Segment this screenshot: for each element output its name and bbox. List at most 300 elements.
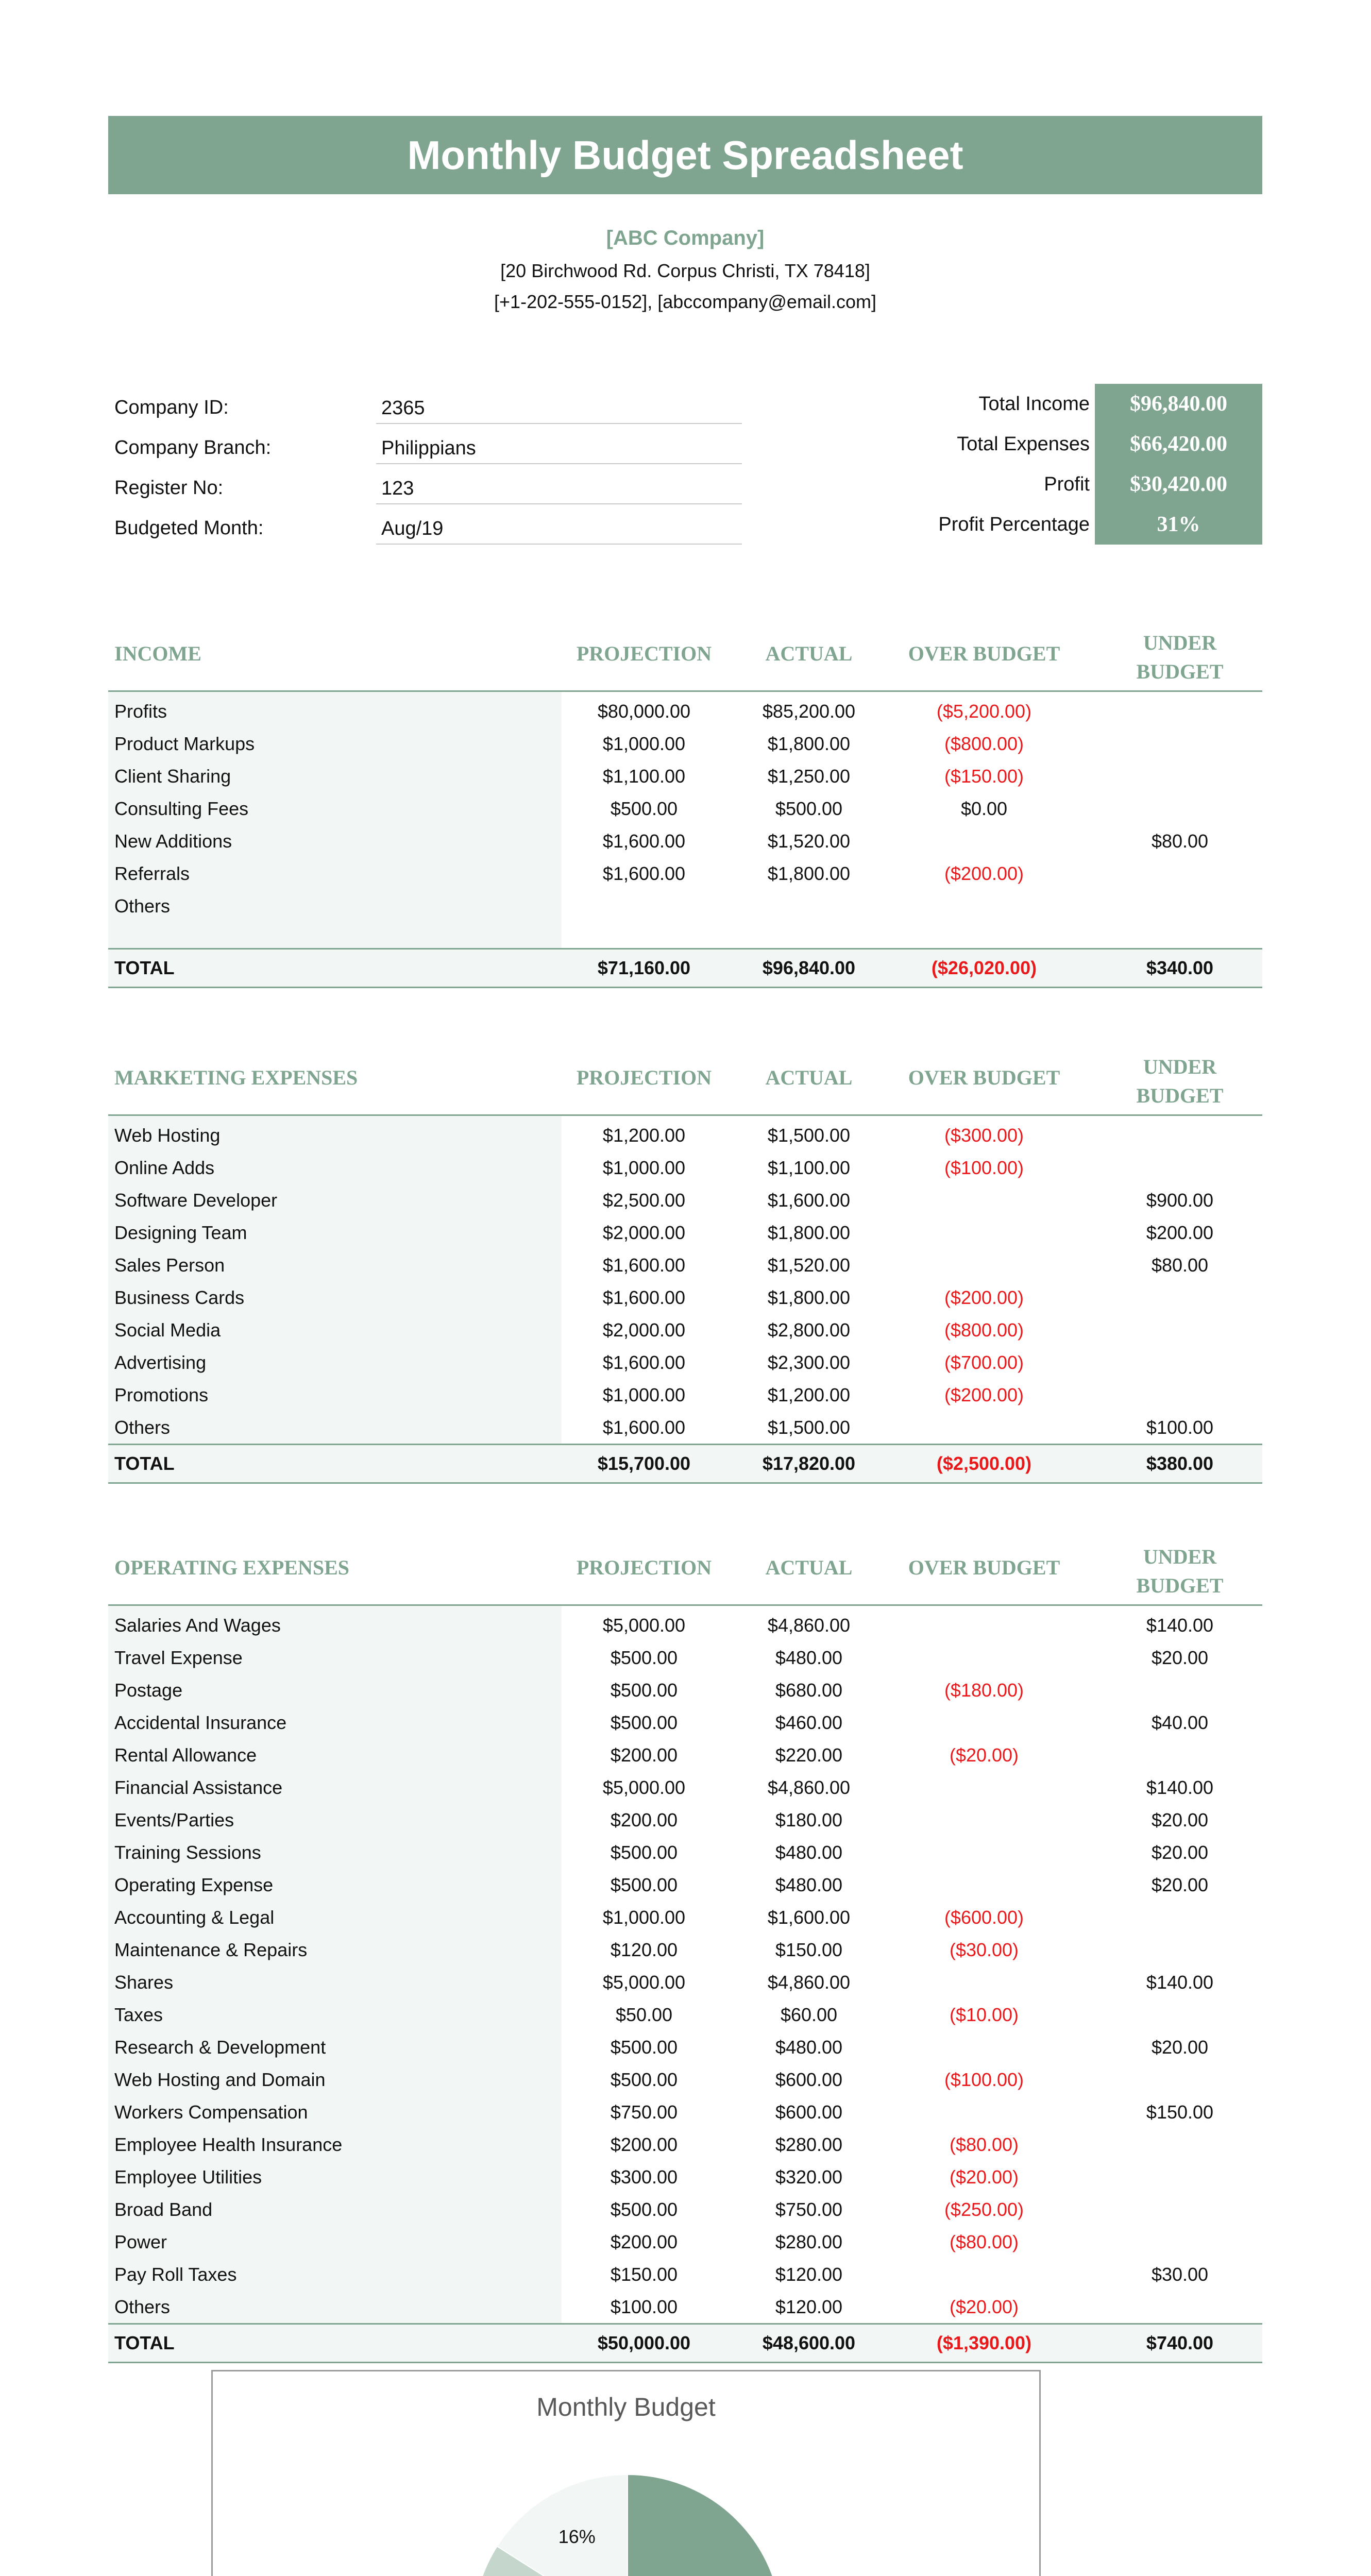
row-label: Rental Allowance: [114, 1744, 257, 1766]
table-row: [108, 1184, 1262, 1216]
company-contact: [+1-202-555-0152], [abccompany@email.com]: [494, 291, 876, 312]
table-row: [108, 1674, 1262, 1706]
pie-label-2: 16%: [558, 2526, 596, 2548]
info-row-register-no: [108, 464, 742, 504]
total-projection: $71,160.00: [597, 957, 691, 978]
over-budget-cell: ($80.00): [949, 2134, 1019, 2155]
column-header-actual: ACTUAL: [765, 1066, 853, 1089]
section-heading: OPERATING EXPENSES: [114, 1556, 350, 1579]
total-over-budget: ($2,500.00): [936, 1453, 1032, 1474]
projection-cell[interactable]: $500.00: [610, 2037, 678, 2058]
row-label: Workers Compensation: [114, 2102, 308, 2123]
projection-cell[interactable]: $80,000.00: [597, 701, 691, 722]
column-header-under-budget: [1097, 1053, 1262, 1110]
row-label: Employee Health Insurance: [114, 2134, 343, 2155]
section-header: [108, 1532, 1262, 1606]
projection-cell[interactable]: $500.00: [610, 1712, 678, 1733]
table-row: [108, 695, 1262, 727]
actual-cell[interactable]: $1,800.00: [767, 733, 851, 754]
row-label: Power: [114, 2231, 167, 2252]
projection-cell[interactable]: $150.00: [610, 2264, 678, 2285]
table-row: [108, 890, 1262, 922]
profit-value: $30,420.00: [1095, 464, 1262, 505]
column-header-projection: PROJECTION: [576, 1556, 712, 1579]
over-budget-cell: [891, 1249, 1077, 1281]
under-budget-cell: $100.00: [1146, 1417, 1214, 1438]
table-row: [108, 1804, 1262, 1836]
projection-cell[interactable]: $200.00: [610, 2231, 678, 2252]
info-row-company-id: [108, 384, 742, 424]
projection-cell[interactable]: $500.00: [610, 798, 678, 819]
actual-cell[interactable]: $680.00: [775, 1680, 843, 1701]
actual-cell[interactable]: $2,800.00: [767, 1319, 851, 1341]
projection-cell[interactable]: $2,000.00: [602, 1319, 686, 1341]
actual-cell[interactable]: $180.00: [775, 1809, 843, 1831]
row-label: Training Sessions: [114, 1842, 261, 1863]
actual-cell[interactable]: $1,100.00: [767, 1157, 851, 1178]
summary-label: Total Expenses: [957, 433, 1090, 455]
over-budget-cell: ($5,200.00): [936, 701, 1032, 722]
column-header-under-budget: [1097, 1543, 1262, 1600]
actual-cell[interactable]: $120.00: [775, 2296, 843, 2317]
under-budget-cell: $20.00: [1151, 2037, 1209, 2058]
actual-cell[interactable]: $60.00: [780, 2004, 838, 2025]
projection-cell[interactable]: [562, 890, 726, 922]
projection-cell[interactable]: $5,000.00: [602, 1972, 686, 1993]
row-label: Accounting & Legal: [114, 1907, 275, 1928]
projection-cell[interactable]: $5,000.00: [602, 1615, 686, 1636]
row-label: Web Hosting: [114, 1125, 221, 1146]
under-budget-cell: [1097, 2063, 1262, 2096]
section-header: [108, 1042, 1262, 1116]
actual-cell[interactable]: $480.00: [775, 1647, 843, 1668]
column-header-actual: ACTUAL: [765, 1556, 853, 1579]
over-budget-cell: ($20.00): [949, 2166, 1019, 2188]
projection-cell[interactable]: $1,600.00: [602, 1255, 686, 1276]
projection-cell[interactable]: $5,000.00: [602, 1777, 686, 1798]
under-budget-cell: [1097, 1739, 1262, 1771]
over-budget-cell: [891, 1411, 1077, 1444]
under-budget-cell: [1097, 1346, 1262, 1379]
row-label: Designing Team: [114, 1222, 247, 1243]
actual-cell[interactable]: $1,600.00: [767, 1190, 851, 1211]
row-label: Broad Band: [114, 2199, 213, 2220]
row-label: Software Developer: [114, 1190, 278, 1211]
projection-cell[interactable]: $1,600.00: [602, 1287, 686, 1308]
section-heading: INCOME: [114, 642, 201, 665]
chart-title: Monthly Budget: [536, 2393, 716, 2421]
actual-cell[interactable]: $1,800.00: [767, 1222, 851, 1243]
projection-cell[interactable]: $1,600.00: [602, 831, 686, 852]
total-income-value: $96,840.00: [1095, 384, 1262, 425]
total-projection: $50,000.00: [597, 2332, 691, 2353]
projection-cell[interactable]: $1,600.00: [602, 1417, 686, 1438]
info-label: Company Branch:: [114, 437, 272, 459]
pie-chart: [213, 2371, 1039, 2576]
table-row: [108, 1706, 1262, 1739]
total-actual: $96,840.00: [762, 957, 856, 978]
under-budget-cell: $80.00: [1151, 1255, 1209, 1276]
row-label: Others: [114, 2296, 171, 2317]
total-row: [108, 1444, 1262, 1484]
summary-label: Profit: [1044, 473, 1090, 495]
table-row: [108, 1249, 1262, 1281]
over-budget-cell: [891, 1836, 1077, 1869]
company-id-field[interactable]: 2365: [376, 392, 742, 424]
under-budget-cell: [1097, 695, 1262, 727]
row-label: Financial Assistance: [114, 1777, 283, 1798]
row-label: Profits: [114, 701, 167, 722]
table-row: [108, 1901, 1262, 1934]
row-label: Others: [114, 895, 171, 917]
over-budget-cell: [891, 825, 1077, 857]
under-budget-cell: [1097, 2161, 1262, 2193]
row-label: Advertising: [114, 1352, 207, 1373]
table-row: [108, 1346, 1262, 1379]
actual-cell[interactable]: $500.00: [775, 798, 843, 819]
over-budget-cell: ($30.00): [949, 1939, 1019, 1960]
row-label: Referrals: [114, 863, 190, 884]
actual-cell[interactable]: $600.00: [775, 2102, 843, 2123]
column-header-under-budget: [1097, 629, 1262, 686]
actual-cell[interactable]: $1,520.00: [767, 831, 851, 852]
over-budget-cell: ($700.00): [944, 1352, 1024, 1373]
over-budget-cell: [891, 1869, 1077, 1901]
table-row: [108, 1379, 1262, 1411]
column-header-projection: PROJECTION: [576, 642, 712, 665]
under-budget-line2: BUDGET: [1136, 660, 1224, 683]
under-budget-cell: [1097, 1998, 1262, 2031]
under-budget-cell: [1097, 760, 1262, 792]
under-budget-cell: [1097, 792, 1262, 825]
info-row-company-branch: [108, 424, 742, 464]
total-under-budget: $340.00: [1146, 957, 1214, 978]
total-row: [108, 948, 1262, 988]
over-budget-cell: ($800.00): [944, 1319, 1024, 1341]
actual-cell[interactable]: $480.00: [775, 2037, 843, 2058]
actual-cell[interactable]: $1,250.00: [767, 766, 851, 787]
projection-cell[interactable]: $100.00: [610, 2296, 678, 2317]
under-budget-cell: $150.00: [1146, 2102, 1214, 2123]
over-budget-cell: ($200.00): [944, 863, 1024, 884]
under-budget-cell: [1097, 1934, 1262, 1966]
total-label: TOTAL: [114, 957, 175, 978]
row-label: Pay Roll Taxes: [114, 2264, 237, 2285]
under-budget-cell: $140.00: [1146, 1972, 1214, 1993]
column-header-projection: PROJECTION: [576, 1066, 712, 1089]
actual-cell[interactable]: $1,500.00: [767, 1125, 851, 1146]
projection-cell[interactable]: $500.00: [610, 1842, 678, 1863]
under-budget-cell: $30.00: [1151, 2264, 1209, 2285]
under-budget-cell: [1097, 2291, 1262, 2323]
table-row: [108, 2128, 1262, 2161]
over-budget-cell: ($200.00): [944, 1287, 1024, 1308]
column-header-over-budget: OVER BUDGET: [908, 642, 1060, 665]
summary-label: Total Income: [978, 393, 1090, 415]
over-budget-cell: $0.00: [960, 798, 1008, 819]
page-title: Monthly Budget Spreadsheet: [407, 132, 963, 178]
info-label: Register No:: [114, 477, 224, 499]
table-row: [108, 2161, 1262, 2193]
projection-cell[interactable]: $1,000.00: [602, 1384, 686, 1405]
table-row: [108, 1609, 1262, 1641]
table-row: [108, 1216, 1262, 1249]
projection-cell[interactable]: $2,000.00: [602, 1222, 686, 1243]
over-budget-cell: [891, 890, 1077, 922]
table-row: [108, 1934, 1262, 1966]
actual-cell[interactable]: $480.00: [775, 1874, 843, 1895]
over-budget-cell: [891, 1804, 1077, 1836]
actual-cell[interactable]: $280.00: [775, 2134, 843, 2155]
table-row: [108, 1314, 1262, 1346]
table-row: [108, 760, 1262, 792]
table-row: [108, 1836, 1262, 1869]
over-budget-cell: [891, 1706, 1077, 1739]
total-actual: $17,820.00: [762, 1453, 856, 1474]
under-budget-cell: [1097, 1379, 1262, 1411]
projection-cell[interactable]: $500.00: [610, 1647, 678, 1668]
row-label: New Additions: [114, 831, 232, 852]
actual-cell[interactable]: $460.00: [775, 1712, 843, 1733]
actual-cell[interactable]: $1,200.00: [767, 1384, 851, 1405]
row-label: Shares: [114, 1972, 174, 1993]
row-label: Sales Person: [114, 1255, 225, 1276]
under-budget-cell: $20.00: [1151, 1809, 1209, 1831]
projection-cell[interactable]: $1,600.00: [602, 863, 686, 884]
projection-cell[interactable]: $200.00: [610, 2134, 678, 2155]
over-budget-cell: [891, 2031, 1077, 2063]
under-budget-cell: $140.00: [1146, 1615, 1214, 1636]
row-label: Business Cards: [114, 1287, 245, 1308]
row-label: Operating Expense: [114, 1874, 274, 1895]
under-budget-line1: UNDER: [1143, 631, 1217, 654]
projection-cell[interactable]: $1,000.00: [602, 733, 686, 754]
under-budget-cell: [1097, 1314, 1262, 1346]
under-budget-cell: [1097, 890, 1262, 922]
under-budget-line1: UNDER: [1143, 1055, 1217, 1078]
table-row: [108, 1119, 1262, 1151]
table-row: [108, 2193, 1262, 2226]
row-label: Maintenance & Repairs: [114, 1939, 308, 1960]
summary-profit-percentage: [778, 504, 1262, 545]
actual-cell[interactable]: $1,600.00: [767, 1907, 851, 1928]
table-row: [108, 1966, 1262, 1998]
actual-cell[interactable]: $220.00: [775, 1744, 843, 1766]
actual-cell[interactable]: $150.00: [775, 1939, 843, 1960]
over-budget-cell: ($20.00): [949, 2296, 1019, 2317]
over-budget-cell: [891, 1771, 1077, 1804]
column-header-actual: ACTUAL: [765, 642, 853, 665]
title-bar: [108, 116, 1262, 194]
row-label: Accidental Insurance: [114, 1712, 287, 1733]
actual-cell[interactable]: $120.00: [775, 2264, 843, 2285]
register-no-field[interactable]: 123: [376, 472, 742, 504]
total-label: TOTAL: [114, 1453, 175, 1474]
column-header-over-budget: OVER BUDGET: [908, 1066, 1060, 1089]
row-label: Others: [114, 1417, 171, 1438]
row-label: Client Sharing: [114, 766, 231, 787]
over-budget-cell: ($80.00): [949, 2231, 1019, 2252]
summary-total-income: [778, 384, 1262, 424]
projection-cell[interactable]: $1,000.00: [602, 1157, 686, 1178]
section-header: [108, 618, 1262, 692]
table-row: [108, 2096, 1262, 2128]
over-budget-cell: ($10.00): [949, 2004, 1019, 2025]
projection-cell[interactable]: $500.00: [610, 1874, 678, 1895]
actual-cell[interactable]: $750.00: [775, 2199, 843, 2220]
company-name: [ABC Company]: [606, 227, 765, 249]
under-budget-cell: $40.00: [1151, 1712, 1209, 1733]
under-budget-cell: [1097, 1901, 1262, 1934]
over-budget-cell: [891, 2096, 1077, 2128]
actual-cell[interactable]: $1,500.00: [767, 1417, 851, 1438]
profit-percentage-value: 31%: [1095, 504, 1262, 545]
actual-cell[interactable]: $320.00: [775, 2166, 843, 2188]
under-budget-cell: [1097, 1119, 1262, 1151]
column-header-over-budget: OVER BUDGET: [908, 1556, 1060, 1579]
over-budget-cell: [891, 1641, 1077, 1674]
company-address: [20 Birchwood Rd. Corpus Christi, TX 78418]: [500, 260, 870, 281]
actual-cell[interactable]: $600.00: [775, 2069, 843, 2090]
over-budget-cell: ($100.00): [944, 2069, 1024, 2090]
table-row: [108, 1771, 1262, 1804]
actual-cell[interactable]: $85,200.00: [762, 701, 856, 722]
projection-cell[interactable]: $1,600.00: [602, 1352, 686, 1373]
actual-cell[interactable]: $1,800.00: [767, 863, 851, 884]
total-over-budget: ($1,390.00): [936, 2332, 1032, 2353]
under-budget-cell: $200.00: [1146, 1222, 1214, 1243]
projection-cell[interactable]: $1,100.00: [602, 766, 686, 787]
under-budget-cell: [1097, 2128, 1262, 2161]
over-budget-cell: [891, 2258, 1077, 2291]
over-budget-cell: ($150.00): [944, 766, 1024, 787]
row-label: Salaries And Wages: [114, 1615, 281, 1636]
table-row: [108, 1411, 1262, 1444]
under-budget-cell: [1097, 2193, 1262, 2226]
info-row-budgeted-month: [108, 504, 742, 545]
under-budget-cell: [1097, 2226, 1262, 2258]
table-row: [108, 1869, 1262, 1901]
row-label: Product Markups: [114, 733, 255, 754]
row-label: Travel Expense: [114, 1647, 243, 1668]
table-row: [108, 2258, 1262, 2291]
over-budget-cell: [891, 1184, 1077, 1216]
row-label: Promotions: [114, 1384, 209, 1405]
projection-cell[interactable]: $500.00: [610, 2199, 678, 2220]
total-under-budget: $380.00: [1146, 1453, 1214, 1474]
total-actual: $48,600.00: [762, 2332, 856, 2353]
monthly-budget-chart: [211, 2370, 1041, 2576]
under-budget-line1: UNDER: [1143, 1545, 1217, 1568]
table-row: [108, 727, 1262, 760]
info-label: Budgeted Month:: [114, 517, 264, 539]
actual-cell[interactable]: $280.00: [775, 2231, 843, 2252]
over-budget-cell: [891, 1216, 1077, 1249]
table-row: [108, 1739, 1262, 1771]
over-budget-cell: ($200.00): [944, 1384, 1024, 1405]
over-budget-cell: ($250.00): [944, 2199, 1024, 2220]
table-row: [108, 792, 1262, 825]
row-label: Web Hosting and Domain: [114, 2069, 326, 2090]
table-row: [108, 1641, 1262, 1674]
total-expenses-value: $66,420.00: [1095, 424, 1262, 465]
row-label: Events/Parties: [114, 1809, 234, 1831]
under-budget-cell: [1097, 1151, 1262, 1184]
over-budget-cell: ($600.00): [944, 1907, 1024, 1928]
table-row: [108, 2291, 1262, 2323]
total-projection: $15,700.00: [597, 1453, 691, 1474]
actual-cell[interactable]: $2,300.00: [767, 1352, 851, 1373]
actual-cell[interactable]: $480.00: [775, 1842, 843, 1863]
table-row: [108, 2063, 1262, 2096]
over-budget-cell: ($20.00): [949, 1744, 1019, 1766]
row-label: Employee Utilities: [114, 2166, 262, 2188]
actual-cell[interactable]: [726, 890, 891, 922]
actual-cell[interactable]: $1,800.00: [767, 1287, 851, 1308]
table-row: [108, 2226, 1262, 2258]
total-under-budget: $740.00: [1146, 2332, 1214, 2353]
over-budget-cell: [891, 1966, 1077, 1998]
total-label: TOTAL: [114, 2332, 175, 2353]
over-budget-cell: ($180.00): [944, 1680, 1024, 1701]
actual-cell[interactable]: $4,860.00: [767, 1615, 851, 1636]
table-row: [108, 825, 1262, 857]
under-budget-line2: BUDGET: [1136, 1574, 1224, 1597]
under-budget-cell: [1097, 857, 1262, 890]
under-budget-cell: $20.00: [1151, 1874, 1209, 1895]
projection-cell[interactable]: $300.00: [610, 2166, 678, 2188]
under-budget-cell: $20.00: [1151, 1647, 1209, 1668]
total-over-budget: ($26,020.00): [931, 957, 1037, 978]
under-budget-cell: [1097, 1281, 1262, 1314]
under-budget-cell: [1097, 1674, 1262, 1706]
row-label: Postage: [114, 1680, 183, 1701]
row-label: Consulting Fees: [114, 798, 249, 819]
actual-cell[interactable]: $4,860.00: [767, 1777, 851, 1798]
budgeted-month-field[interactable]: Aug/19: [376, 513, 742, 545]
over-budget-cell: ($100.00): [944, 1157, 1024, 1178]
actual-cell[interactable]: $4,860.00: [767, 1972, 851, 1993]
projection-cell[interactable]: $750.00: [610, 2102, 678, 2123]
under-budget-cell: $140.00: [1146, 1777, 1214, 1798]
summary-total-expenses: [778, 424, 1262, 464]
actual-cell[interactable]: $1,520.00: [767, 1255, 851, 1276]
table-row: [108, 857, 1262, 890]
summary-profit: [778, 464, 1262, 504]
table-row: [108, 1151, 1262, 1184]
projection-cell[interactable]: $200.00: [610, 1744, 678, 1766]
info-label: Company ID:: [114, 397, 229, 418]
pie-slice-0: [628, 2475, 782, 2576]
row-label: Social Media: [114, 1319, 221, 1341]
projection-cell[interactable]: $1,200.00: [602, 1125, 686, 1146]
projection-cell[interactable]: $1,000.00: [602, 1907, 686, 1928]
projection-cell[interactable]: $120.00: [610, 1939, 678, 1960]
company-branch-field[interactable]: Philippians: [376, 432, 742, 464]
under-budget-cell: $900.00: [1146, 1190, 1214, 1211]
summary-label: Profit Percentage: [938, 514, 1090, 535]
projection-cell[interactable]: $50.00: [615, 2004, 673, 2025]
over-budget-cell: ($800.00): [944, 733, 1024, 754]
projection-cell[interactable]: $500.00: [610, 2069, 678, 2090]
projection-cell[interactable]: $2,500.00: [602, 1190, 686, 1211]
projection-cell[interactable]: $500.00: [610, 1680, 678, 1701]
table-row: [108, 1281, 1262, 1314]
projection-cell[interactable]: $200.00: [610, 1809, 678, 1831]
table-row: [108, 2031, 1262, 2063]
section-heading: MARKETING EXPENSES: [114, 1066, 358, 1089]
under-budget-cell: [1097, 727, 1262, 760]
